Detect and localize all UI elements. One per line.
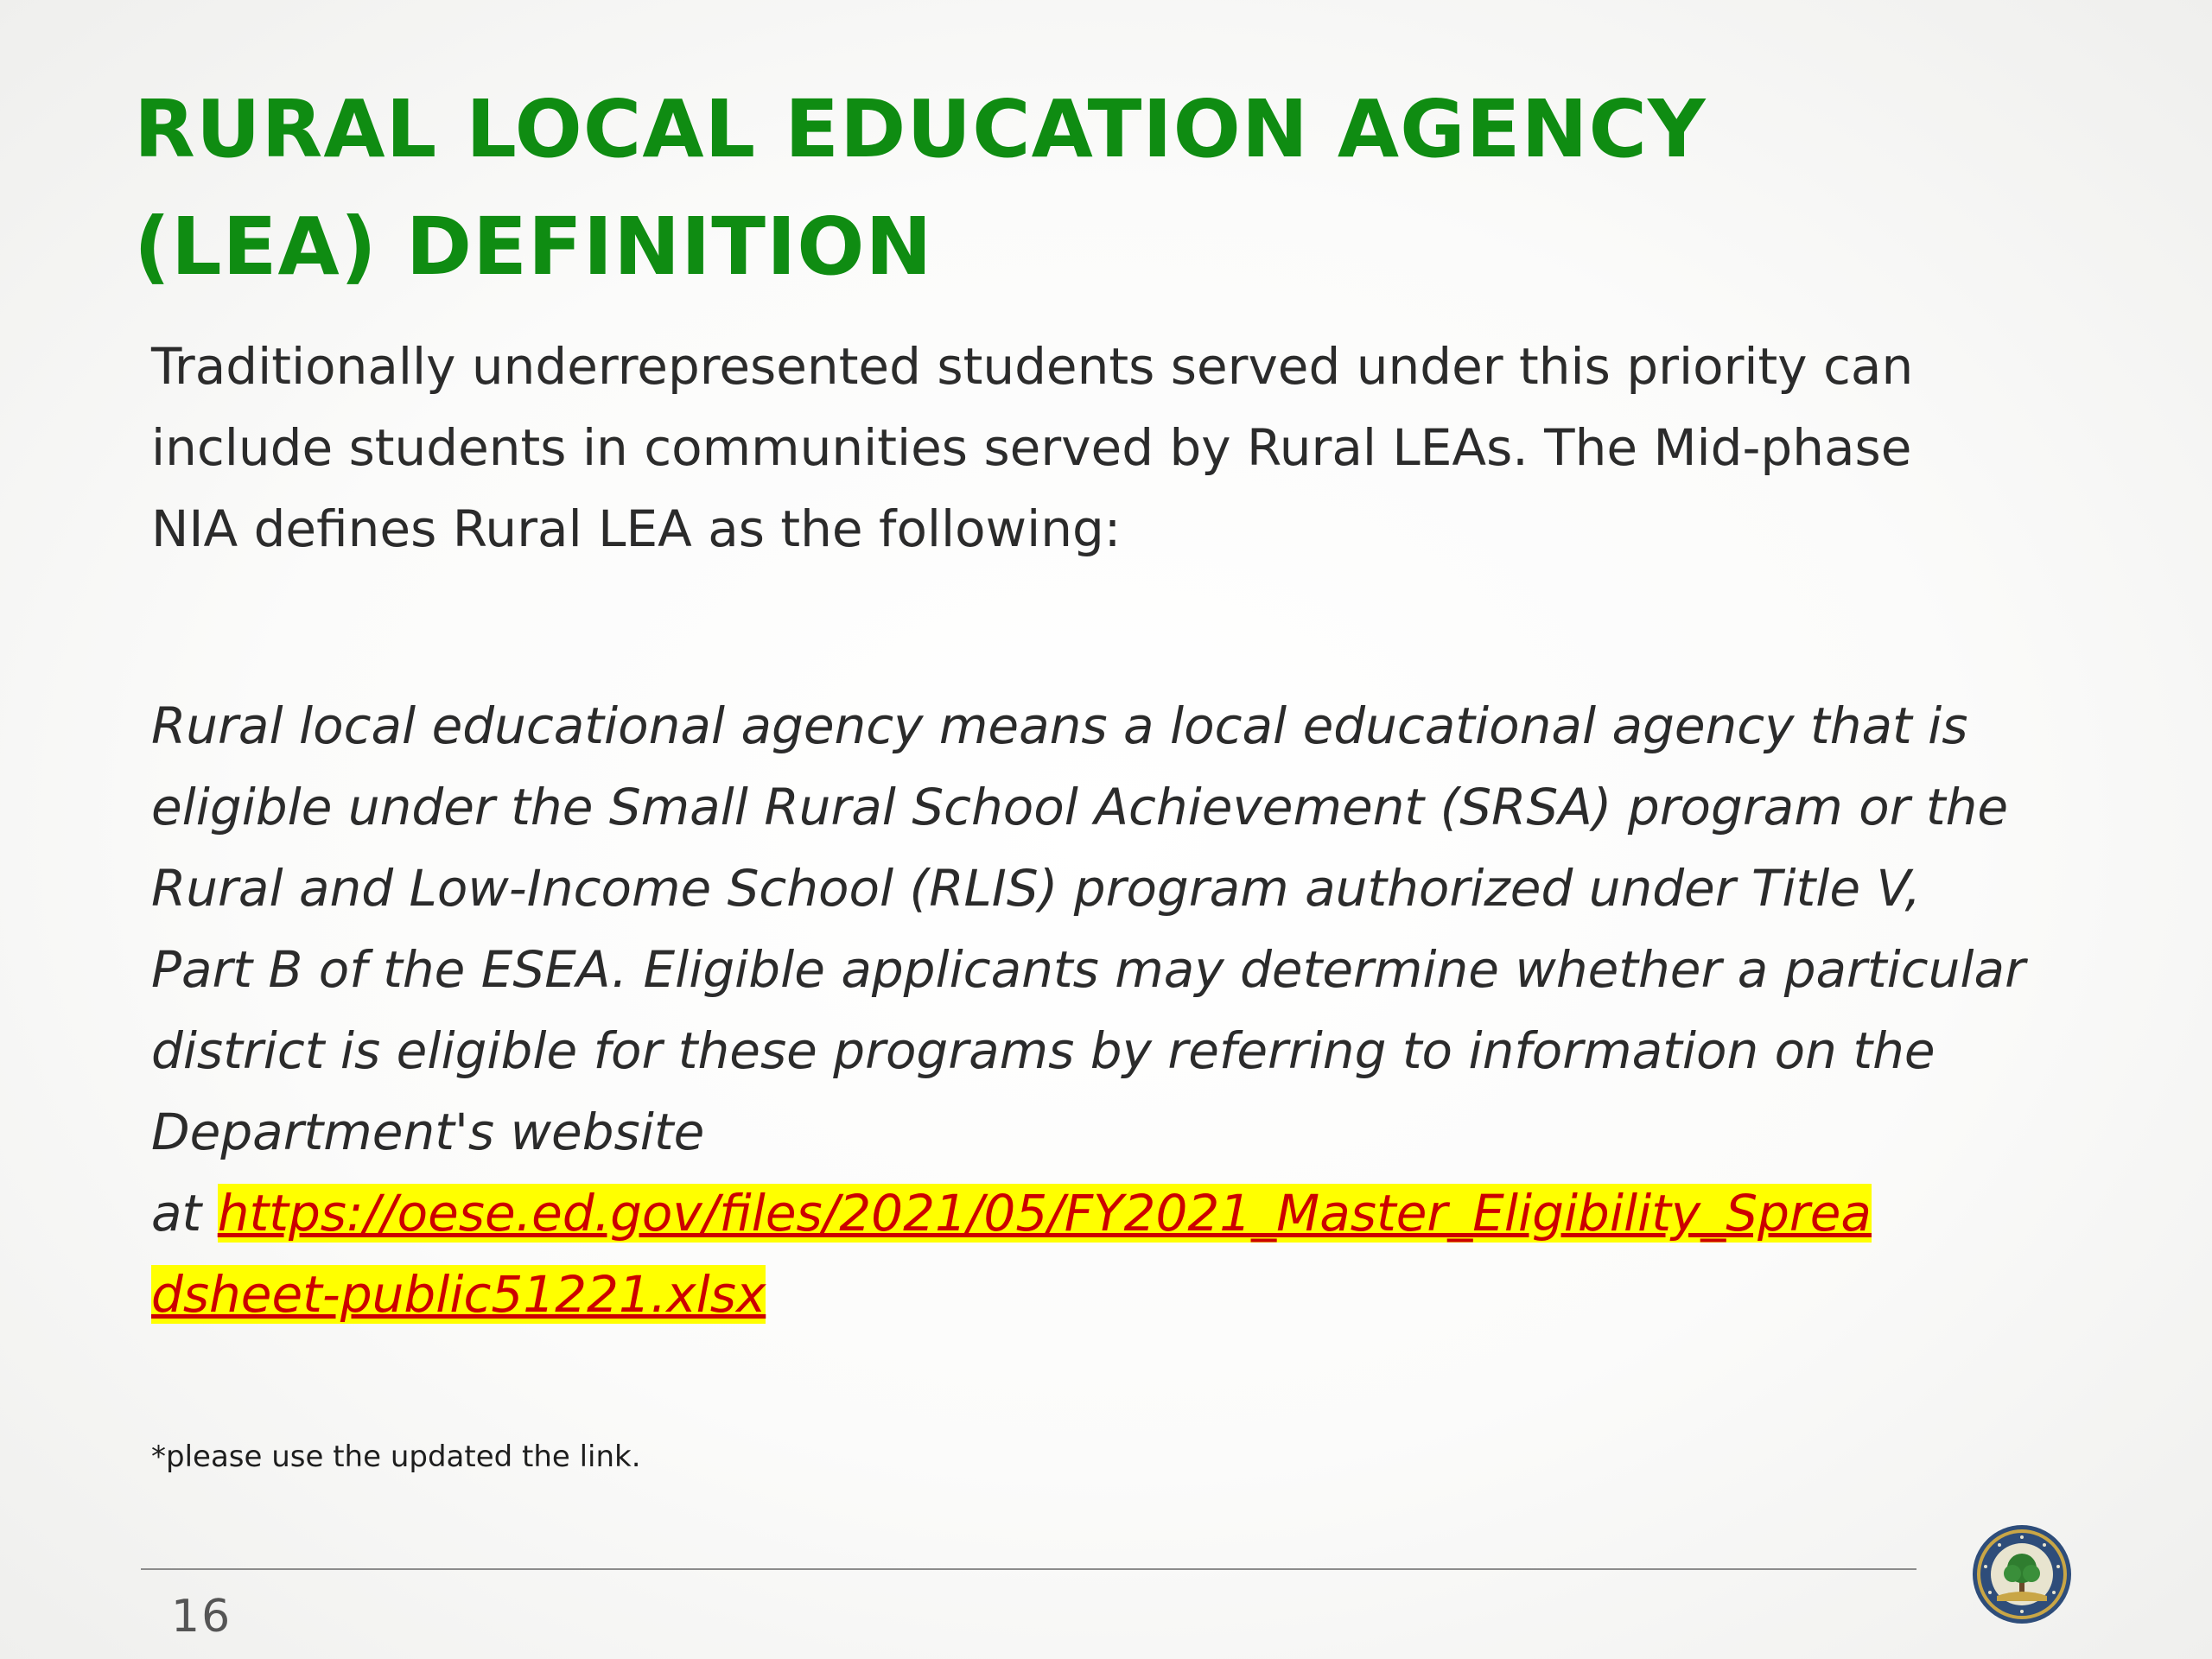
definition-line-1: Rural local educational agency means a local educational agency that is [151, 696, 1968, 755]
link-line-2 [151, 1254, 2139, 1335]
slide-title [134, 71, 2035, 306]
definition-line-4: Part B of the ESEA. Eligible applicants may determine whether a particular [151, 940, 2025, 999]
intro-line-3: NIA defines Rural LEA as the following: [151, 499, 1122, 558]
definition-line-5: district is eligible for these programs by referring to information on the [151, 1021, 1936, 1080]
definition-paragraph [151, 685, 2139, 1335]
eligibility-spreadsheet-link-part-1[interactable]: https://oese.ed.gov/files/2021/05/FY2021_Master_Eligibility_Sprea [217, 1184, 1872, 1243]
slide-title-line-1: RURAL LOCAL EDUCATION AGENCY [134, 83, 1707, 175]
intro-line-1: Traditionally underrepresented students served under this priority can [151, 337, 1914, 396]
definition-line-2: eligible under the Small Rural School Achievement (SRSA) program or the [151, 778, 2009, 836]
eligibility-spreadsheet-link-part-2[interactable]: dsheet-public51221.xlsx [151, 1265, 766, 1324]
footer-divider [141, 1568, 1916, 1570]
definition-line-3: Rural and Low-Income School (RLIS) program authorized under Title V, [151, 859, 1921, 918]
footnote: *please use the updated the link. [151, 1440, 641, 1474]
intro-line-2: include students in communities served by Rural LEAs. The Mid-phase [151, 418, 1912, 477]
department-seal-icon [1971, 1523, 2073, 1625]
slide-title-line-2: (LEA) DEFINITION [134, 200, 933, 293]
definition-line-6: Department's website [151, 1103, 705, 1161]
intro-paragraph [151, 326, 2139, 569]
link-prefix: at [151, 1184, 218, 1243]
page-number: 16 [171, 1591, 232, 1643]
link-line-1 [151, 1173, 2139, 1254]
